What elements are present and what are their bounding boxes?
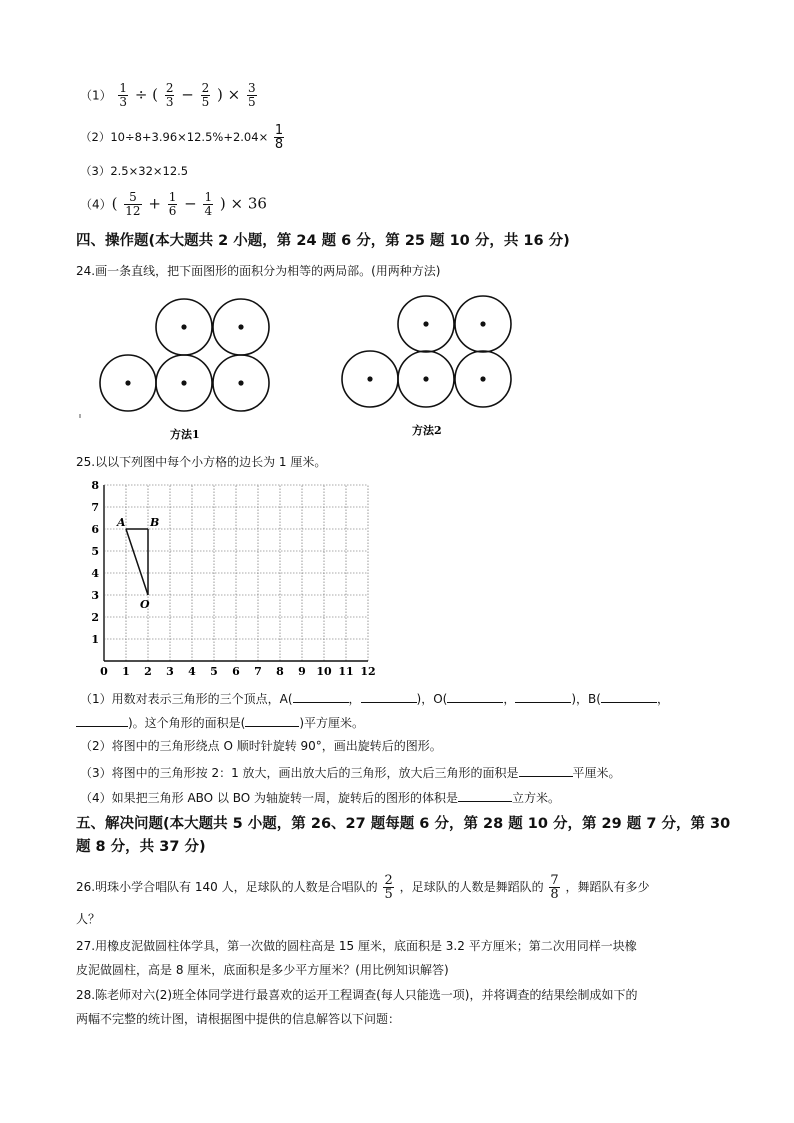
triangle-abo [126, 529, 148, 595]
q25-part-1-line-2: )。这个角形的面积是( )平方厘米。 [76, 712, 364, 732]
x-tick-label: 4 [188, 665, 196, 678]
fraction: $\frac{1}{8}$ [274, 123, 284, 152]
question-27-line-1: 27.用橡皮泥做圆柱体学具，第一次做的圆柱高是 15 厘米，底面积是 3.2 平方厘米；第二次用同样一块橡 [76, 939, 637, 953]
y-axis-ticks [91, 479, 99, 646]
fraction: $\frac{7}{8}$ [550, 873, 559, 902]
answer-blank[interactable] [519, 762, 573, 777]
q25-part-2: （2）将图中的三角形绕点 O 顺时针旋转 90°，画出旋转后的图形。 [80, 739, 442, 753]
x-tick-label: 8 [276, 665, 284, 678]
answer-blank[interactable] [515, 688, 571, 703]
problem-3-label: （3） [80, 164, 111, 178]
point-o-label: O [140, 598, 150, 611]
q25-part-3: （3）将图中的三角形按 2：1 放大，画出放大后的三角形，放大后三角形的面积是 平厘米。 [80, 762, 621, 782]
answer-blank[interactable] [458, 787, 512, 802]
coordinate-grid [86, 478, 386, 678]
problem-1: （1） $\frac{1}{3}$ ÷ ( $\frac{2}{3}$ − $\frac{2}{5}$ ) × $\frac{3}{5}$ [80, 81, 256, 109]
problem-3 [80, 162, 188, 180]
y-tick-label: 1 [91, 633, 99, 646]
question-26: 26.明珠小学合唱队有 140 人，足球队的人数是合唱队的 $\frac{2}{5}$ ，足球队的人数是舞蹈队的 $\frac{7}{8}$ ，舞蹈队有多少 [76, 873, 650, 902]
question-28-line-2: 两幅不完整的统计图，请根据图中提供的信息解答以下问题： [76, 1012, 401, 1026]
question-28-line-1: 28.陈老师对六(2)班全体同学进行最喜欢的运开工程调查(每人只能选一项)，并将调查的结果绘制成如下的 [76, 988, 638, 1002]
fraction: $\frac{1}{6}$ [168, 190, 177, 218]
y-tick-label: 3 [91, 589, 99, 602]
problem-4: （4）( $\frac{5}{12}$ + $\frac{1}{6}$ − $\frac{1}{4}$ ) × 36 [80, 190, 267, 218]
answer-blank[interactable] [245, 712, 299, 727]
section-5-heading-line-1: 五、解决问题(本大题共 5 小题，第 26、27 题每题 6 分，第 28 题 10 分，第 29 题 7 分，第 30 [76, 816, 731, 832]
question-27-line-2: 皮泥做圆柱，高是 8 厘米，底面积是多少平方厘米？(用比例知识解答) [76, 963, 449, 977]
x-tick-label: 0 [100, 665, 108, 678]
x-tick-label: 2 [144, 665, 152, 678]
point-b-label: B [150, 516, 160, 529]
x-tick-label: 5 [210, 665, 218, 678]
y-tick-label: 5 [91, 545, 99, 558]
section-5-heading-line-2: 题 8 分，共 37 分) [76, 839, 206, 855]
method-2-label: 方法2 [412, 424, 442, 437]
answer-blank[interactable] [361, 688, 417, 703]
x-tick-label: 9 [298, 665, 306, 678]
x-tick-label: 6 [232, 665, 240, 678]
fraction: $\frac{2}{3}$ [165, 81, 174, 109]
x-tick-label: 10 [316, 665, 332, 678]
y-tick-label: 6 [91, 523, 99, 536]
y-tick-label: 8 [91, 479, 99, 492]
x-tick-label: 12 [360, 665, 376, 678]
question-25: 25.以以下列图中每个小方格的边长为 1 厘米。 [76, 455, 327, 469]
problem-4-label: （4） [80, 197, 112, 212]
y-tick-label: 2 [91, 611, 99, 624]
x-tick-label: 7 [254, 665, 262, 678]
fraction: $\frac{1}{3}$ [119, 81, 128, 109]
problem-1-label: （1） [80, 88, 112, 103]
fraction: $\frac{5}{12}$ [125, 190, 141, 218]
y-tick-label: 4 [91, 567, 99, 580]
problem-2-expression: 10÷8+3.96×12.5%+2.04× [110, 130, 269, 144]
x-tick-label: 11 [338, 665, 354, 678]
problem-3-expression: 2.5×32×12.5 [110, 164, 189, 178]
fraction: $\frac{3}{5}$ [247, 81, 256, 109]
y-tick-label: 7 [91, 501, 99, 514]
answer-blank[interactable] [447, 688, 503, 703]
method-1-label: 方法1 [170, 428, 200, 441]
section-4-heading: 四、操作题(本大题共 2 小题，第 24 题 6 分，第 25 题 10 分，共 16 分) [76, 233, 570, 249]
q25-part-1-line-1: （1）用数对表示三角形的三个顶点，A( ， )，O( ， )，B( ， [80, 688, 669, 708]
answer-blank[interactable] [76, 712, 128, 727]
circles-figure [70, 290, 530, 450]
x-tick-label: 3 [166, 665, 174, 678]
question-24: 24.画一条直线，把下面图形的面积分为相等的两局部。(用两种方法) [76, 264, 441, 278]
fraction: $\frac{2}{5}$ [201, 81, 210, 109]
fraction: $\frac{1}{4}$ [204, 190, 213, 218]
q25-part-4: （4）如果把三角形 ABO 以 BO 为轴旋转一周，旋转后的图形的体积是 立方米。 [80, 787, 560, 807]
answer-blank[interactable] [601, 688, 657, 703]
grid-lines [104, 485, 368, 661]
answer-blank[interactable] [293, 688, 349, 703]
question-26-line-2: 人？ [76, 912, 101, 926]
problem-2-label: （2） [80, 130, 111, 144]
fraction: $\frac{2}{5}$ [384, 873, 393, 902]
point-a-label: A [117, 516, 126, 529]
triangle-side-ao [126, 529, 148, 595]
x-tick-label: 1 [122, 665, 130, 678]
x-axis-ticks [100, 665, 375, 678]
problem-2 [80, 124, 286, 151]
